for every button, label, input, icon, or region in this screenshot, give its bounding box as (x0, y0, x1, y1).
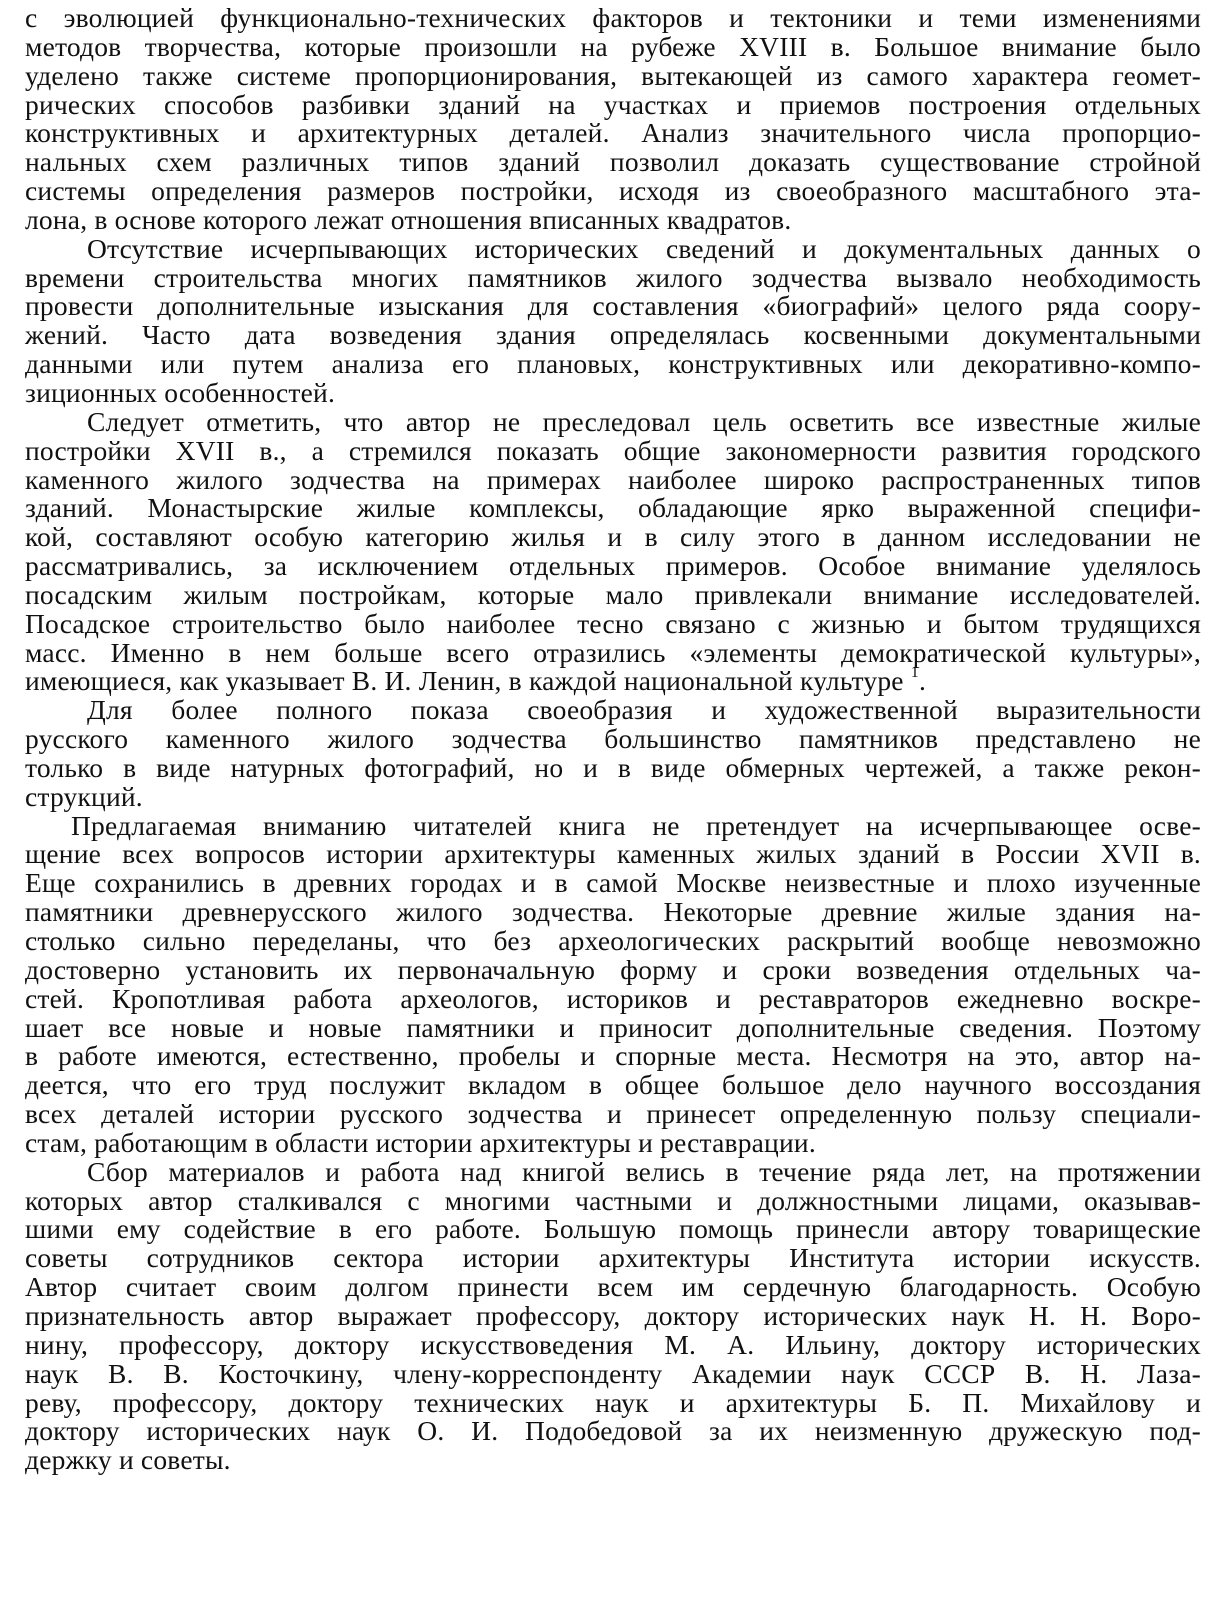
text-line (25, 578, 1201, 610)
line-text: Предлагаемая вниманию читателей книга не претендует на исчерпывающее осве- (71, 809, 1201, 841)
text-line (25, 636, 1201, 668)
text-line (25, 261, 1201, 293)
paragraph (25, 1155, 1201, 1476)
paragraph (25, 4, 1201, 235)
paragraph (25, 232, 1201, 408)
book-page (25, 4, 1201, 1475)
text-line (25, 88, 1201, 120)
line-text: всех деталей истории русского зодчества и принесет определенную пользу специали- (25, 1098, 1201, 1130)
line-text: деется, что его труд послужит вкладом в общее большое дело научного воссоздания (25, 1069, 1201, 1101)
line-text: в работе имеются, естественно, пробелы и спорные места. Несмотря на это, автор на- (25, 1040, 1201, 1072)
line-text: масс. Именно в нем больше всего отразились «элементы демократической культуры», (25, 636, 1201, 668)
line-text: доктору исторических наук О. И. Подобедовой за их неизменную дружескую под- (25, 1415, 1201, 1447)
text-line (25, 1273, 1201, 1302)
text-line (25, 59, 1201, 91)
line-text: щение всех вопросов истории архитектуры каменных жилых зданий в России XVII в. (25, 838, 1201, 870)
line-text: методов творчества, которые произошли на рубеже XVIII в. Большое внимание было (25, 30, 1201, 62)
text-line (25, 203, 1201, 235)
text-line (25, 869, 1201, 898)
text-line (25, 405, 1201, 437)
line-text: конструктивных и архитектурных деталей. Анализ значительного числа пропорцио- (25, 117, 1201, 149)
text-line (25, 119, 1201, 148)
text-line (25, 232, 1201, 264)
text-line (25, 751, 1201, 783)
text-line (25, 1071, 1201, 1100)
text-line (25, 1417, 1201, 1446)
text-line (25, 552, 1201, 581)
text-line (25, 953, 1201, 985)
line-text: Посадское строительство было наиболее тесно связано с жизнью и бытом трудящихся (25, 607, 1201, 639)
text-line (25, 1155, 1201, 1187)
text-line (25, 1100, 1201, 1129)
text-line (25, 494, 1201, 523)
line-text: достоверно установить их первоначальную форму и сроки возведения отдельных ча- (25, 953, 1201, 985)
text-line (25, 350, 1201, 379)
text-line (25, 1126, 1201, 1158)
line-text: струкций. (25, 780, 143, 812)
line-text: с эволюцией функционально-технических факторов и тектоники и теми изменениями (25, 2, 1201, 33)
line-text: системы определения размеров постройки, исходя из своеобразного масштабного эта- (25, 175, 1201, 207)
line-text: стам, работающим в области истории архитектуры и реставрации. (25, 1126, 816, 1158)
line-text: памятники древнерусского жилого зодчества. Некоторые древние жилые здания на- (25, 896, 1201, 928)
text-line (25, 376, 1201, 408)
text-line (25, 30, 1201, 62)
text-line (25, 780, 1201, 812)
text-line (25, 809, 1201, 841)
line-text: постройки XVII в., а стремился показать общие закономерности развития городского (25, 434, 1201, 466)
line-text: признательность автор выражает профессору, доктору исторических наук Н. Н. Воро- (25, 1299, 1201, 1331)
line-text: зданий. Монастырские жилые комплексы, обладающие ярко выраженной специфи- (25, 492, 1201, 524)
text-line (25, 292, 1201, 321)
line-text: реву, профессору, доктору технических наук и архитектуры Б. П. Михайлову и (25, 1386, 1201, 1418)
text-line (25, 607, 1201, 639)
text-line (25, 1215, 1201, 1244)
text-line (25, 898, 1201, 927)
line-text: только в виде натурных фотографий, но и в виде обмерных чертежей, а также рекон- (25, 751, 1201, 783)
line-text: Для более полного показа своеобразия и художественной выразительности (87, 694, 1201, 726)
line-text: посадским жилым постройкам, которые мало привлекали внимание исследователей. (25, 578, 1201, 610)
line-text: шает все новые и новые памятники и приносит дополнительные сведения. Поэтому (25, 1011, 1201, 1043)
line-text: советы сотрудников сектора истории архитектуры Института истории искусств. (25, 1242, 1201, 1274)
line-text: провести дополнительные изыскания для составления «биографий» целого ряда соору- (25, 290, 1201, 322)
line-text: которых автор сталкивался с многими частными и должностными лицами, оказывав- (25, 1184, 1201, 1216)
line-text: шими ему содействие в его работе. Большую помощь принесли автору товарищеские (25, 1213, 1201, 1245)
line-text: наук В. В. Косточкину, члену-корреспонденту Академии наук СССР В. Н. Лаза- (25, 1357, 1201, 1389)
line-text: столько сильно переделаны, что без археологических раскрытий вообще невозможно (25, 925, 1201, 956)
text-line (25, 148, 1201, 177)
line-text: каменного жилого зодчества на примерах наиболее широко распространенных типов (25, 463, 1201, 495)
text-line (25, 523, 1201, 552)
paragraph (25, 696, 1201, 811)
text-line (25, 982, 1201, 1014)
line-text: русского каменного жилого зодчества большинство памятников представлено не (25, 723, 1201, 755)
text-line (25, 4, 1201, 33)
line-text: рических способов разбивки зданий на участках и приемов построения отдельных (25, 88, 1201, 120)
line-text: держку и советы. (25, 1444, 231, 1476)
line-text: Отсутствие исчерпывающих исторических сведений и документальных данных о (87, 232, 1201, 264)
text-line (25, 1299, 1201, 1331)
text-line (25, 725, 1201, 754)
line-text: имеющиеся, как указывает В. И. Ленин, в каждой национальной культуре (25, 665, 904, 697)
line-text: кой, составляют особую категорию жилья и в силу этого в данном исследовании не (25, 521, 1201, 553)
line-text: Сбор материалов и работа над книгой велись в течение ряда лет, на протяжении (87, 1155, 1201, 1187)
line-text: лона, в основе которого лежат отношения вписанных квадратов. (25, 203, 792, 235)
text-line (25, 1446, 1201, 1475)
text-line (25, 434, 1201, 466)
trailing-punctuation: . (919, 665, 927, 697)
text-line (25, 177, 1201, 206)
line-text: Следует отметить, что автор не преследовал цель осветить все известные жилые (87, 405, 1201, 437)
text-line (25, 321, 1201, 350)
text-line (25, 840, 1201, 869)
line-text: зиционных особенностей. (25, 376, 336, 408)
line-text: рассматривались, за исключением отдельных примеров. Особое внимание уделялось (25, 550, 1201, 582)
text-line (25, 463, 1201, 495)
line-text: нальных схем различных типов зданий позволил доказать существование стройной (25, 146, 1201, 178)
line-text: стей. Кропотливая работа археологов, историков и реставраторов ежедневно воскре- (25, 982, 1201, 1014)
line-text: нину, профессору, доктору искусствоведения М. А. Ильину, доктору исторических (25, 1328, 1201, 1360)
text-line (25, 1184, 1201, 1216)
line-text: данными или путем анализа его плановых, конструктивных или декоративно-компо- (25, 348, 1201, 380)
text-line (25, 664, 1201, 697)
line-text: Автор считает своим долгом принести всем им сердечную благодарность. Особую (25, 1271, 1201, 1303)
text-line (25, 1386, 1201, 1418)
text-line (25, 696, 1201, 725)
text-line (25, 1328, 1201, 1360)
text-line (25, 1357, 1201, 1389)
line-text: Еще сохранились в древних городах и в самой Москве неизвестные и плохо изученные (25, 867, 1201, 899)
text-line (25, 927, 1201, 956)
paragraph (25, 405, 1201, 697)
text-line (25, 1011, 1201, 1043)
line-text: времени строительства многих памятников жилого зодчества вызвало необходимость (25, 261, 1201, 293)
paragraph (25, 809, 1201, 1158)
line-text: жений. Часто дата возведения здания определялась косвенными документальными (25, 319, 1201, 351)
text-line (25, 1042, 1201, 1071)
text-line (25, 1244, 1201, 1273)
line-text: уделено также системе пропорционирования, вытекающей из самого характера геомет- (25, 59, 1201, 91)
footnote-mark[interactable]: 1 (910, 664, 919, 682)
